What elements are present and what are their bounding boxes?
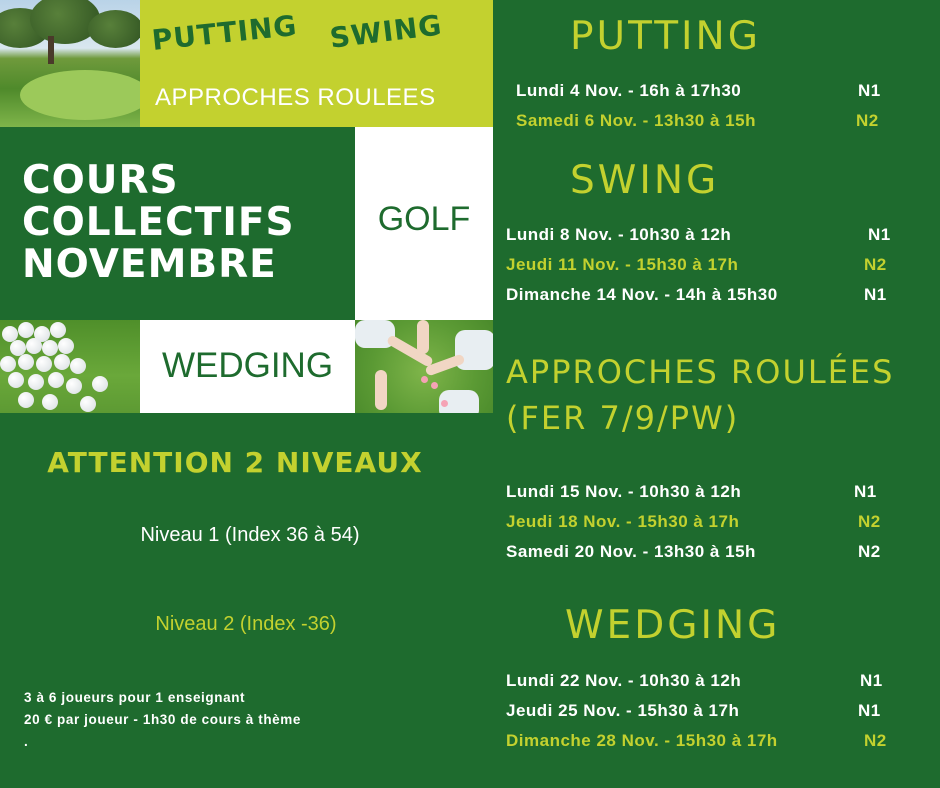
row-text: Samedi 6 Nov. - 13h30 à 15h [516, 111, 756, 130]
approches-row-1-level: N1 [854, 482, 877, 501]
approches-heading [506, 349, 894, 441]
pricing-info [24, 687, 301, 753]
putting-row-2-level: N2 [856, 111, 879, 130]
approches-row-2-level: N2 [858, 512, 881, 531]
banner-swing: SWING [327, 8, 445, 55]
players-info: 3 à 6 joueurs pour 1 enseignant [24, 690, 246, 705]
info-dot: . [24, 734, 29, 749]
putting-row-1-level: N1 [858, 81, 881, 100]
putting-row-1 [516, 81, 741, 101]
wedging-row-3-level: N2 [864, 731, 887, 750]
wedging-row-1-level: N1 [860, 671, 883, 690]
banner-approches: APPROCHES ROULEES [155, 84, 436, 111]
niveau-2-label: Niveau 2 (Index -36) [155, 613, 337, 635]
niveau-1-label: Niveau 1 (Index 36 à 54) [140, 524, 360, 546]
banner-putting: PUTTING [150, 8, 299, 57]
swing-row-2: Jeudi 11 Nov. - 15h30 à 17h [506, 255, 739, 274]
attention-heading: ATTENTION 2 NIVEAUX [47, 446, 423, 479]
wedging-row-1: Lundi 22 Nov. - 10h30 à 12h [506, 671, 742, 690]
row-text: Lundi 4 Nov. - 16h à 17h30 [516, 81, 742, 100]
approches-heading-line-2: (FER 7/9/PW) [506, 399, 740, 437]
wedging-row-2-level: N1 [858, 701, 881, 720]
price-info: 20 € par joueur - 1h30 de cours à thème [24, 712, 301, 727]
swing-row-2-level: N2 [864, 255, 887, 274]
wedging-row-3: Dimanche 28 Nov. - 15h30 à 17h [506, 731, 778, 750]
wedging-label: WEDGING [161, 346, 334, 385]
title-line-1: COURS [22, 158, 179, 203]
approches-row-3: Samedi 20 Nov. - 13h30 à 15h [506, 542, 756, 561]
putting-heading: PUTTING [570, 14, 761, 59]
putting-row-2 [516, 111, 756, 131]
swing-row-3: Dimanche 14 Nov. - 14h à 15h30 [506, 285, 778, 304]
golf-label: GOLF [377, 200, 471, 238]
title-line-2: COLLECTIFS [22, 200, 295, 245]
page-title [22, 160, 295, 286]
approches-row-1: Lundi 15 Nov. - 10h30 à 12h [506, 482, 742, 501]
golf-course-photo [0, 0, 140, 127]
wedging-heading: WEDGING [565, 603, 781, 648]
swing-row-3-level: N1 [864, 285, 887, 304]
swing-row-1-level: N1 [868, 225, 891, 244]
wedging-row-2: Jeudi 25 Nov. - 15h30 à 17h [506, 701, 740, 720]
approches-row-2: Jeudi 18 Nov. - 15h30 à 17h [506, 512, 740, 531]
approches-row-3-level: N2 [858, 542, 881, 561]
title-line-3: NOVEMBRE [22, 242, 277, 287]
golf-balls-photo [0, 320, 140, 413]
golfers-photo [355, 320, 493, 413]
approches-heading-line-1: APPROCHES ROULÉES [506, 353, 895, 391]
swing-row-1: Lundi 8 Nov. - 10h30 à 12h [506, 225, 732, 244]
swing-heading: SWING [570, 158, 720, 203]
